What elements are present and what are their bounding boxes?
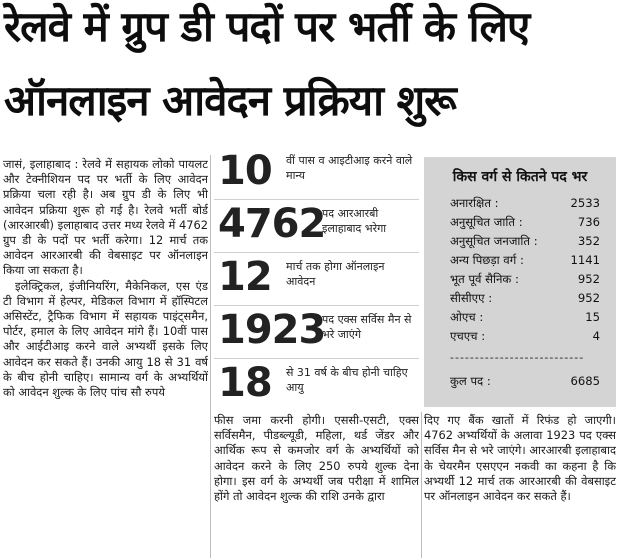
- vacancy-count: 15: [585, 310, 600, 324]
- vacancy-count: 736: [577, 215, 600, 229]
- stat-block: [214, 251, 419, 306]
- vacancy-count: 952: [577, 272, 600, 286]
- stat-text: से 31 वर्ष के बीच होनी चाहिए आयु: [286, 366, 408, 394]
- headline-line-2: ऑनलाइन आवेदन प्रक्रिया शुरू: [4, 76, 456, 125]
- vacancy-row: [450, 252, 600, 268]
- vacancy-total-row: [450, 373, 600, 389]
- total-count: 6685: [570, 374, 600, 388]
- stat-number: 1923: [218, 307, 326, 353]
- headline-line-1: रेलवे में ग्रुप डी पदों पर भर्ती के लिए: [4, 2, 530, 51]
- stat-text: पद आरआरबी इलाहाबाद भरेगा: [322, 207, 387, 235]
- vacancy-category: अन्य पिछड़ा वर्ग :: [450, 253, 524, 267]
- column-divider: [421, 412, 422, 558]
- vacancy-category: अनुसूचित जनजाति :: [450, 234, 538, 248]
- stat-block: [214, 304, 419, 359]
- article-column-1: [3, 157, 208, 557]
- vacancy-row: [450, 271, 600, 287]
- column-divider: [210, 155, 211, 558]
- article-column-3: दिए गए बैंक खातों में रिफंड हो जाएगी। 4762 अभ्यर्थियों के अलावा 1923 पद एक्स सर्विस मैन से भरे जाएंगे। आरआरबी इलाहाबाद के चेयरमैन एसएएन नकवी का कहना है कि अभ्यर्थी 12 मार्च तक आरआरबी की वेबसाइट पर ऑनलाइन आवेदन कर सकते हैं।: [424, 413, 616, 504]
- vacancy-breakdown-box: [424, 157, 616, 407]
- vacancy-row: [450, 309, 600, 325]
- stat-text: मार्च तक होगा ऑनलाइन आवेदन: [286, 260, 385, 288]
- vacancy-category: भूत पूर्व सैनिक :: [450, 272, 519, 286]
- vacancy-count: 352: [577, 234, 600, 248]
- vacancy-count: 4: [592, 329, 600, 343]
- vacancy-row: [450, 290, 600, 306]
- article-paragraph-2: इलेक्ट्रिकल, इंजीनियरिंग, मैकेनिकल, एस एंड टी विभाग में हेल्पर, मेडिकल विभाग में हॉस्पिटल असिस्टेंट, ट्रैफिक विभाग में सहायक पाइंट्समैन, पोर्टर, हमाल के लिए आवेदन मांगे हैं। 10वीं पास और आईटीआइ करने वाले अभ्यर्थी इसके लिए आवेदन कर सकते हैं। उनकी आयु 18 से 31 वर्ष के बीच होनी चाहिए। सामान्य वर्ग के अभ्यर्थियों को आवेदन शुल्क के लिए पांच सौ रुपये: [3, 278, 208, 400]
- stat-block: [214, 198, 419, 253]
- stat-number: 18: [218, 360, 272, 406]
- vacancy-row: [450, 233, 600, 249]
- vacancy-count: 2533: [570, 196, 600, 210]
- stat-number: 4762: [218, 201, 326, 247]
- vacancy-category: ओएच :: [450, 310, 484, 324]
- vacancy-count: 1141: [570, 253, 600, 267]
- vacancy-row: [450, 214, 600, 230]
- stat-block: [214, 357, 419, 411]
- total-label: कुल पद :: [450, 374, 491, 388]
- vacancy-category: अनुसूचित जाति :: [450, 215, 523, 229]
- vacancy-category: अनारक्षित :: [450, 196, 499, 210]
- vacancy-category: सीसीएए :: [450, 291, 493, 305]
- article-column-2: फीस जमा करनी होगी। एससी-एसटी, एक्स सर्विसमैन, पीडब्ल्यूडी, महिला, थर्ड जेंडर और आर्थिक रूप से कमजोर वर्ग के अभ्यर्थियों को आवेदन करने के लिए 250 रुपये शुल्क देना होगा। इस वर्ग के अभ्यर्थी जब परीक्षा में शामिल होंगे तो आवेदन शुल्क की राशि उनके द्वारा: [214, 413, 419, 504]
- stat-block: [214, 145, 419, 200]
- vacancy-row: [450, 328, 600, 344]
- stat-text: पद एक्स सर्विस मैन से भरे जाएंगे: [322, 313, 412, 341]
- stat-number: 10: [218, 148, 272, 194]
- stat-text: वीं पास व आइटीआइ करने वाले मान्य: [286, 154, 413, 182]
- vacancy-row: [450, 195, 600, 211]
- article-paragraph-1: जासं, इलाहाबाद : रेलवे में सहायक लोको पायलट और टेक्नीशियन पद पर भर्ती के लिए आवेदन प्रक्रिया चला रही है। अब ग्रुप डी के लिए भी आवेदन प्रक्रिया शुरू हो गई है। रेलवे भर्ती बोर्ड (आरआरबी) इलाहाबाद उत्तर मध्य रेलवे में 4762 ग्रुप डी के पदों पर भर्ती करेगा। 12 मार्च तक आवेदन आरआरबी की वेबसाइट पर ऑनलाइन किया जा सकता है।: [3, 157, 208, 278]
- box-title: किस वर्ग से कितने पद भर: [452, 169, 588, 185]
- vacancy-category: एचएच :: [450, 329, 486, 343]
- separator-line: ---------------------------: [450, 351, 585, 364]
- stat-number: 12: [218, 254, 272, 300]
- vacancy-count: 952: [577, 291, 600, 305]
